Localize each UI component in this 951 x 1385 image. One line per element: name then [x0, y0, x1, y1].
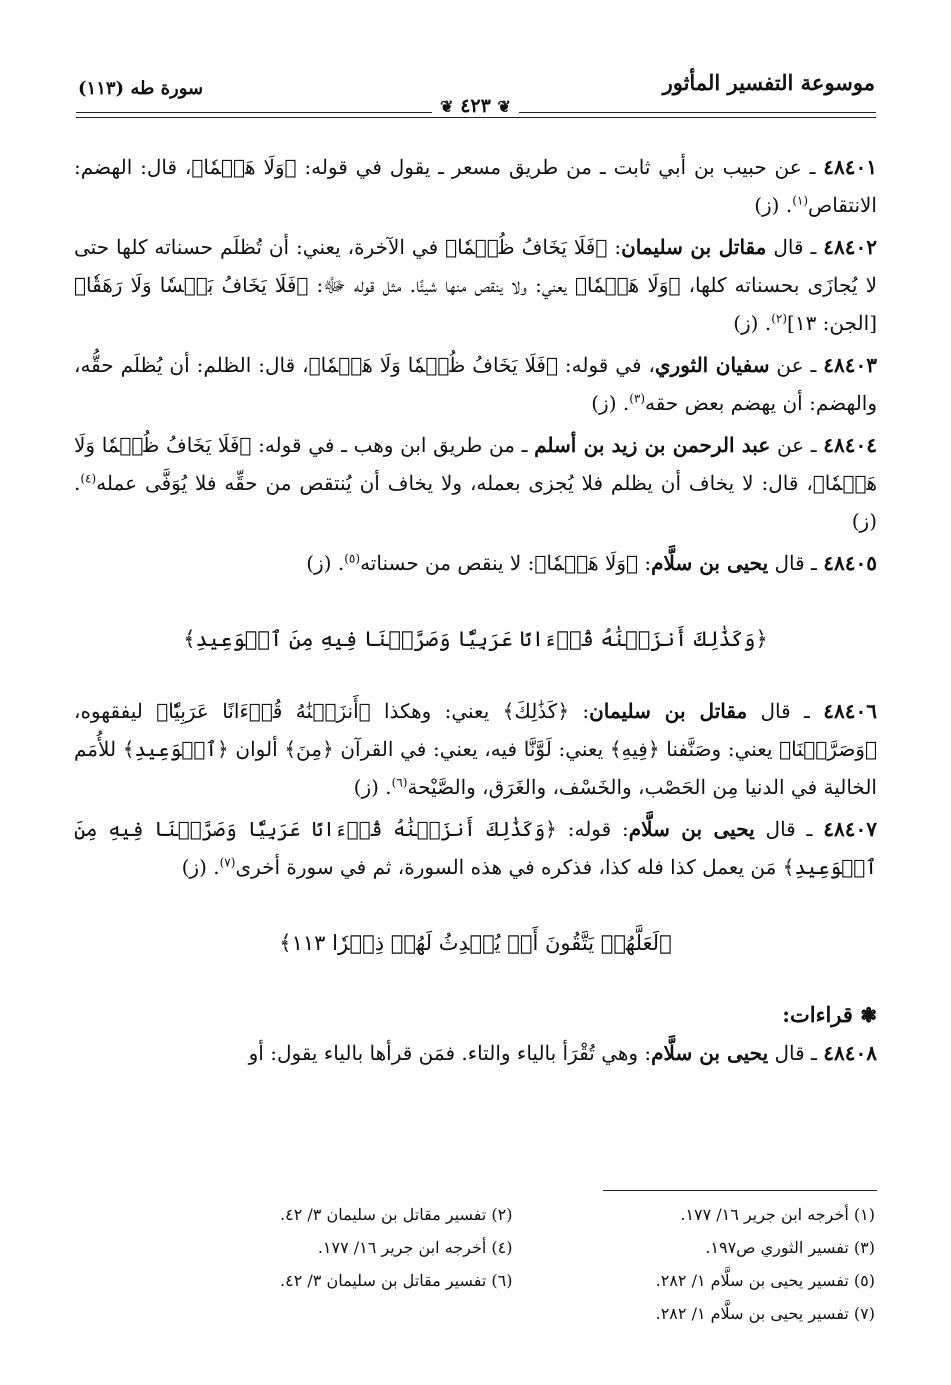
- quran-quote: ﴿مِنَ﴾: [284, 737, 334, 761]
- narration-entry: [74, 544, 877, 582]
- entry-text: ـ قال: [747, 699, 824, 723]
- surah-reference: سورة طه (١١٣): [78, 78, 204, 99]
- ornament-right-icon: ❦: [497, 97, 511, 116]
- footnote-item: (٢) تفسير مقاتل بن سليمان ٣/ ٤٢.: [280, 1205, 513, 1224]
- quran-quote: ﴿فِيهِ﴾: [609, 737, 660, 761]
- entry-text: ، قال: لا يخاف أن يظلم فلا يُجزى بعمله، ولا يخاف أن يُنتقص من حقِّه فلا يُوَفَّى عمله: [96, 471, 813, 495]
- entry-number: ٤٨٤٠٢: [823, 235, 877, 259]
- footnote-item: (٦) تفسير مقاتل بن سليمان ٣/ ٤٢.: [280, 1271, 513, 1290]
- entries-group-top: [74, 148, 877, 582]
- entry-text: . (ز): [754, 193, 793, 217]
- entry-text: :: [607, 235, 622, 259]
- narration-entry: [74, 810, 877, 886]
- entry-text: . (ز): [353, 775, 392, 799]
- narration-entry: [74, 1034, 877, 1072]
- entries-group-bottom: [74, 1034, 877, 1072]
- entry-text: . (ز): [306, 551, 345, 575]
- ornament-left-icon: ❦: [440, 97, 454, 116]
- quran-quote: ﴿فَلَا يَخَافُ ظُلۡمٗا وَلَا هَضۡمٗا﴾: [308, 353, 558, 377]
- narration-entry: [74, 228, 877, 342]
- entry-text: ـ عن حبيب بن أبي ثابت ـ من طريق مسعر ـ يقول في قوله:: [296, 155, 824, 179]
- footnote-item: (١) أخرجه ابن جرير ١٦/ ١٧٧.: [680, 1205, 875, 1224]
- footnote-rule: [603, 1190, 877, 1191]
- entry-text: ـ قال: [768, 1041, 824, 1065]
- entry-text: . (ز): [733, 311, 772, 335]
- entry-text: مَن يعمل كذا فله كذا، فذكره في هذه السورة، ثم في سورة أخرى: [235, 855, 783, 879]
- entry-number: ٤٨٤٠١: [823, 155, 878, 179]
- entry-text: ، في قوله:: [557, 353, 655, 377]
- footnote-row: [150, 1297, 875, 1330]
- narrator-name: مقاتل بن سليمان: [589, 699, 748, 723]
- narration-entry: [74, 692, 877, 806]
- footnote-marker: (٤): [80, 471, 97, 486]
- quran-quote: ﴿ٱلۡوَعِيدِ﴾: [122, 737, 229, 761]
- footnote-item: (٥) تفسير يحيى بن سلَّام ١/ ٢٨٢.: [655, 1271, 875, 1290]
- quran-quote: ﴿أَنزَلۡنَٰهُ قُرۡءَانًا عَرَبِيّٗا﴾: [156, 699, 371, 723]
- book-title: موسوعة التفسير المأثور: [662, 70, 875, 95]
- quran-quote: ﴿وَصَرَّفۡنَا﴾: [779, 737, 877, 761]
- flower-ornament-icon: ❃: [860, 1003, 877, 1027]
- footnote-item: (٤) أخرجه ابن جرير ١٦/ ١٧٧.: [317, 1238, 513, 1257]
- entry-text: ـ عن: [769, 353, 824, 377]
- entry-text: يعني: وهكذا: [370, 699, 503, 723]
- entry-text: :: [638, 551, 652, 575]
- quran-quote: ﴿وَلَا هَضۡمٗا﴾: [534, 551, 639, 575]
- entry-number: ٤٨٤٠٨: [823, 1041, 877, 1065]
- entry-number: ٤٨٤٠٣: [823, 353, 877, 377]
- quran-quote: ﴿وَكَذَٰلِكَ أَنزَلۡنَٰهُ قُرۡءَانًا عَرَبِيّٗا وَصَرَّفۡنَا فِيهِ مِنَ ٱلۡوَعِيدِ﴾: [74, 817, 877, 879]
- narrator-name: يحيى بن سلَّام: [651, 1041, 769, 1065]
- entry-text: ألوان: [228, 737, 285, 761]
- footnote-row: [150, 1198, 875, 1231]
- quran-quote: ﴿وَلَا هَضۡمٗا﴾: [575, 273, 681, 297]
- footnotes: [150, 1198, 875, 1330]
- narrator-name: مقاتل بن سليمان: [621, 235, 767, 259]
- entries-group-middle: [74, 692, 877, 886]
- section-heading: [74, 996, 877, 1034]
- quran-quote: ﴿فَلَا يَخَافُ بَخۡسٗا وَلَا رَهَقٗا﴾: [74, 273, 309, 297]
- entry-text: في الآخرة، يعني: أن تُظلَم حسناته كلها حتى لا يُجازَى بحسناته كلها،: [74, 235, 877, 297]
- entry-text: : قوله:: [556, 817, 629, 841]
- entry-text: :: [569, 699, 590, 723]
- quran-verse-1: ﴿وَكَذَٰلِكَ أَنزَلۡنَٰهُ قُرۡءَانًا عَرَبِيّٗا وَصَرَّفۡنَا فِيهِ مِنَ ٱلۡوَعِيدِ﴾: [183, 627, 768, 651]
- narration-entry: [74, 148, 877, 224]
- quran-quote: ﴿كَذَٰلِكَ﴾: [502, 699, 570, 723]
- page-number-box: [432, 95, 519, 117]
- entry-number: ٤٨٤٠٥: [823, 551, 877, 575]
- entry-text: . (ز): [591, 391, 630, 415]
- footnote-item: (٧) تفسير يحيى بن سلَّام ١/ ٢٨٢.: [655, 1304, 875, 1323]
- entry-text: : لا ينقص من حسناته: [360, 551, 535, 575]
- entry-text: . (ز): [74, 471, 877, 533]
- narration-entry: [74, 426, 877, 540]
- footnote-marker: (٣): [629, 391, 646, 406]
- entry-text: ـ قال: [768, 551, 824, 575]
- entry-text: ليفقهوه،: [74, 699, 157, 723]
- entry-text: ، قال: الهضم: الانتقاص: [74, 155, 877, 217]
- entry-text: ـ قال: [766, 235, 824, 259]
- entry-text: للأُمَم الخالية في الدنيا مِن الحَصْب، والخَسْف، والغَرَق، والصَّيْحة: [74, 737, 877, 799]
- footnote-marker: (٥): [344, 551, 361, 566]
- entry-text: [الجن: ١٣]: [787, 311, 877, 335]
- narrator-name: يحيى بن سلَّام: [651, 551, 769, 575]
- page-number: ٤٢٣: [460, 95, 491, 117]
- quran-verse-2: ﴿لَعَلَّهُمۡ يَتَّقُونَ أَوۡ يُحۡدِثُ لَهُمۡ ذِكۡرٗا ١١٣﴾: [279, 931, 672, 955]
- entry-text: يعني: وصَنَّفنا: [659, 737, 780, 761]
- narrator-name: يحيى بن سلَّام: [628, 817, 755, 841]
- narration-entry: [74, 346, 877, 422]
- entry-text: : وهي تُقْرَأ بالياء والتاء. فمَن قرأها بالياء يقول: أو: [248, 1041, 652, 1065]
- entry-text: . (ز): [181, 855, 220, 879]
- narrator-name: عبد الرحمن بن زيد بن أسلم: [534, 433, 771, 457]
- entry-number: ٤٨٤٠٧: [823, 817, 877, 841]
- footnote-item: [150, 1297, 513, 1330]
- footnote-row: [150, 1231, 875, 1264]
- entry-number: ٤٨٤٠٦: [823, 699, 877, 723]
- entry-text: ـ من طريق ابن وهب ـ في قوله:: [251, 433, 535, 457]
- footnote-marker: (٦): [391, 775, 408, 790]
- section-title: قراءات:: [782, 1002, 853, 1027]
- entry-text: يعني: لَوَّنَّا فيه، يعني: في القرآن: [333, 737, 610, 761]
- entry-text: ـ قال: [754, 817, 824, 841]
- entry-text: يعني: ولا ينقص منها شيئًا. مثل قوله ﷻ:: [308, 273, 576, 297]
- narrator-name: سفيان الثوري: [654, 353, 770, 377]
- entry-text: ـ عن: [770, 433, 824, 457]
- entry-text: ، قال: الظلم: أن يُظلَم حقُّه، والهضم: أن يهضم بعض حقه: [74, 353, 877, 415]
- footnote-marker: (١): [792, 193, 809, 208]
- quran-quote: ﴿فَلَا يَخَافُ ظُلۡمٗا﴾: [445, 235, 608, 259]
- footnote-marker: (٧): [219, 855, 236, 870]
- header-rule-2: [76, 117, 876, 118]
- main-text: [74, 148, 877, 1076]
- entry-number: ٤٨٤٠٤: [823, 433, 877, 457]
- page-number-row: [0, 95, 951, 117]
- footnote-item: (٣) تفسير الثوري ص١٩٧.: [705, 1238, 875, 1257]
- footnote-marker: (٢): [771, 311, 788, 326]
- quran-quote: ﴿وَلَا هَضۡمٗا﴾: [191, 155, 297, 179]
- footnote-row: [150, 1264, 875, 1297]
- quran-quote: ﴿فَلَا يَخَافُ ظُلۡمٗا وَلَا هَضۡمٗا﴾: [74, 433, 877, 495]
